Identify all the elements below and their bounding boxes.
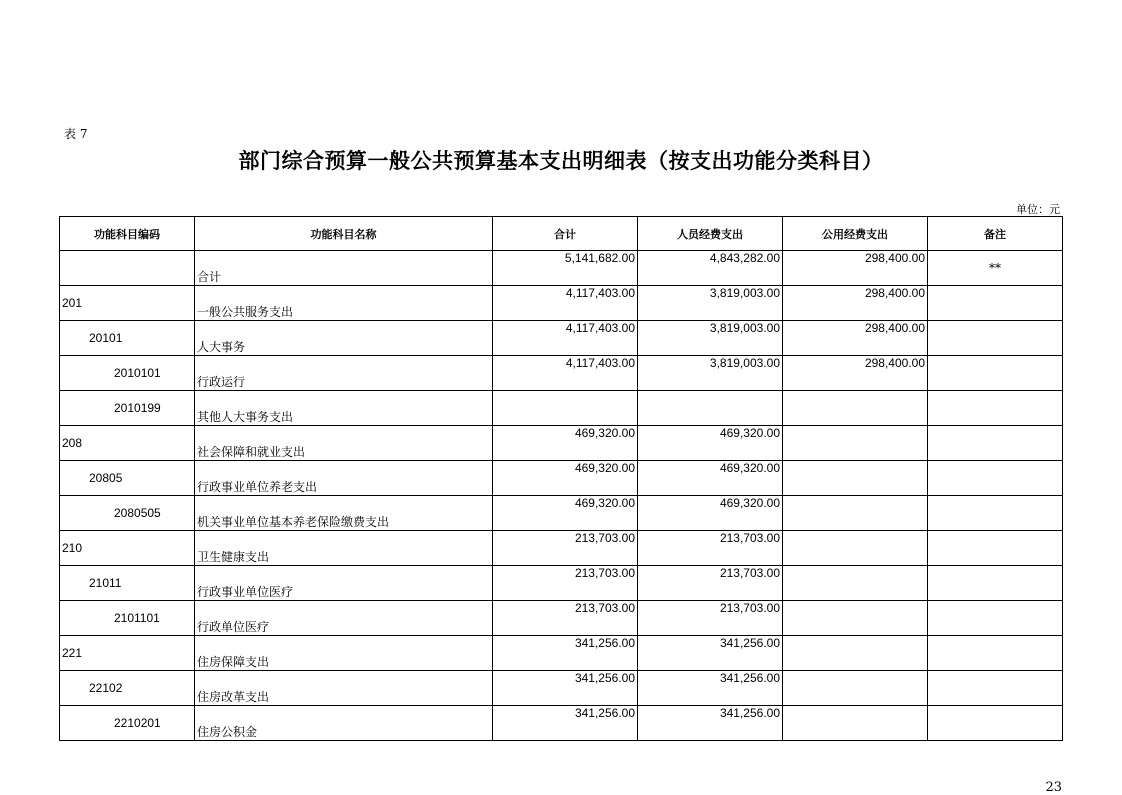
- table-row: [60, 706, 1063, 741]
- cell-personnel: 213,703.00: [638, 531, 783, 566]
- cell-code: 20101: [60, 321, 195, 356]
- cell-name: 社会保障和就业支出: [195, 426, 493, 461]
- cell-public: [783, 566, 928, 601]
- cell-name: 一般公共服务支出: [195, 286, 493, 321]
- cell-public: [783, 636, 928, 671]
- cell-total: 4,117,403.00: [493, 356, 638, 391]
- cell-public: [783, 706, 928, 741]
- cell-note: [928, 671, 1063, 706]
- cell-personnel: 341,256.00: [638, 636, 783, 671]
- table-label: 表 7: [64, 127, 88, 141]
- cell-note: [928, 321, 1063, 356]
- cell-personnel: 213,703.00: [638, 566, 783, 601]
- cell-code: 201: [60, 286, 195, 321]
- cell-personnel: 341,256.00: [638, 706, 783, 741]
- cell-note: [928, 461, 1063, 496]
- cell-public: [783, 461, 928, 496]
- table-header-row: [60, 217, 1063, 251]
- table-row: [60, 496, 1063, 531]
- cell-personnel: 3,819,003.00: [638, 286, 783, 321]
- table-row: [60, 426, 1063, 461]
- cell-code: 208: [60, 426, 195, 461]
- cell-code: 2010101: [60, 356, 195, 391]
- cell-name: 住房保障支出: [195, 636, 493, 671]
- cell-public: 298,400.00: [783, 286, 928, 321]
- cell-personnel: 213,703.00: [638, 601, 783, 636]
- cell-name: 其他人大事务支出: [195, 391, 493, 426]
- cell-personnel: 469,320.00: [638, 426, 783, 461]
- cell-name: 行政单位医疗: [195, 601, 493, 636]
- cell-name: 住房改革支出: [195, 671, 493, 706]
- cell-note: [928, 496, 1063, 531]
- cell-personnel: 469,320.00: [638, 496, 783, 531]
- cell-code: [60, 251, 195, 286]
- table-row: [60, 531, 1063, 566]
- cell-name: 行政运行: [195, 356, 493, 391]
- cell-note: [928, 356, 1063, 391]
- cell-code: 2010199: [60, 391, 195, 426]
- cell-total: 4,117,403.00: [493, 321, 638, 356]
- cell-personnel: 3,819,003.00: [638, 321, 783, 356]
- cell-total: 469,320.00: [493, 496, 638, 531]
- cell-code: 21011: [60, 566, 195, 601]
- cell-public: [783, 391, 928, 426]
- page-title: 部门综合预算一般公共预算基本支出明细表（按支出功能分类科目）: [238, 149, 884, 173]
- cell-total: 5,141,682.00: [493, 251, 638, 286]
- cell-note: [928, 706, 1063, 741]
- cell-code: 2080505: [60, 496, 195, 531]
- cell-name: 行政事业单位养老支出: [195, 461, 493, 496]
- cell-public: [783, 426, 928, 461]
- cell-note: [928, 531, 1063, 566]
- cell-name: 合计: [195, 251, 493, 286]
- cell-public: [783, 496, 928, 531]
- cell-total: 469,320.00: [493, 461, 638, 496]
- header-personnel: 人员经费支出: [638, 217, 783, 251]
- unit-label: 单位：元: [1016, 203, 1060, 216]
- cell-public: 298,400.00: [783, 356, 928, 391]
- table-row: [60, 566, 1063, 601]
- cell-code: 20805: [60, 461, 195, 496]
- cell-total: 341,256.00: [493, 636, 638, 671]
- cell-total: 213,703.00: [493, 531, 638, 566]
- page-number: 23: [1045, 780, 1062, 795]
- table-row: [60, 321, 1063, 356]
- cell-code: 2210201: [60, 706, 195, 741]
- cell-total: 469,320.00: [493, 426, 638, 461]
- cell-personnel: 3,819,003.00: [638, 356, 783, 391]
- cell-note: [928, 286, 1063, 321]
- cell-name: 住房公积金: [195, 706, 493, 741]
- cell-total: 341,256.00: [493, 706, 638, 741]
- cell-code: 2101101: [60, 601, 195, 636]
- cell-code: 210: [60, 531, 195, 566]
- cell-note: **: [928, 251, 1063, 286]
- table-row: [60, 286, 1063, 321]
- cell-code: 22102: [60, 671, 195, 706]
- cell-name: 行政事业单位医疗: [195, 566, 493, 601]
- cell-public: [783, 601, 928, 636]
- cell-public: [783, 531, 928, 566]
- header-public: 公用经费支出: [783, 217, 928, 251]
- cell-note: [928, 636, 1063, 671]
- cell-public: 298,400.00: [783, 251, 928, 286]
- table-row: [60, 461, 1063, 496]
- cell-total: [493, 391, 638, 426]
- table-row: [60, 601, 1063, 636]
- table-row: [60, 391, 1063, 426]
- cell-total: 341,256.00: [493, 671, 638, 706]
- header-name: 功能科目名称: [195, 217, 493, 251]
- table-row: [60, 671, 1063, 706]
- expenditure-table: [59, 216, 1063, 741]
- cell-note: [928, 426, 1063, 461]
- cell-name: 机关事业单位基本养老保险缴费支出: [195, 496, 493, 531]
- cell-note: [928, 601, 1063, 636]
- cell-personnel: 469,320.00: [638, 461, 783, 496]
- cell-note: [928, 391, 1063, 426]
- cell-note: [928, 566, 1063, 601]
- cell-total: 4,117,403.00: [493, 286, 638, 321]
- cell-public: 298,400.00: [783, 321, 928, 356]
- cell-name: 卫生健康支出: [195, 531, 493, 566]
- cell-name: 人大事务: [195, 321, 493, 356]
- cell-public: [783, 671, 928, 706]
- cell-personnel: 4,843,282.00: [638, 251, 783, 286]
- table-row: [60, 251, 1063, 286]
- header-total: 合计: [493, 217, 638, 251]
- cell-total: 213,703.00: [493, 566, 638, 601]
- header-code: 功能科目编码: [60, 217, 195, 251]
- header-note: 备注: [928, 217, 1063, 251]
- cell-personnel: 341,256.00: [638, 671, 783, 706]
- cell-total: 213,703.00: [493, 601, 638, 636]
- cell-personnel: [638, 391, 783, 426]
- cell-code: 221: [60, 636, 195, 671]
- table-row: [60, 636, 1063, 671]
- table-row: [60, 356, 1063, 391]
